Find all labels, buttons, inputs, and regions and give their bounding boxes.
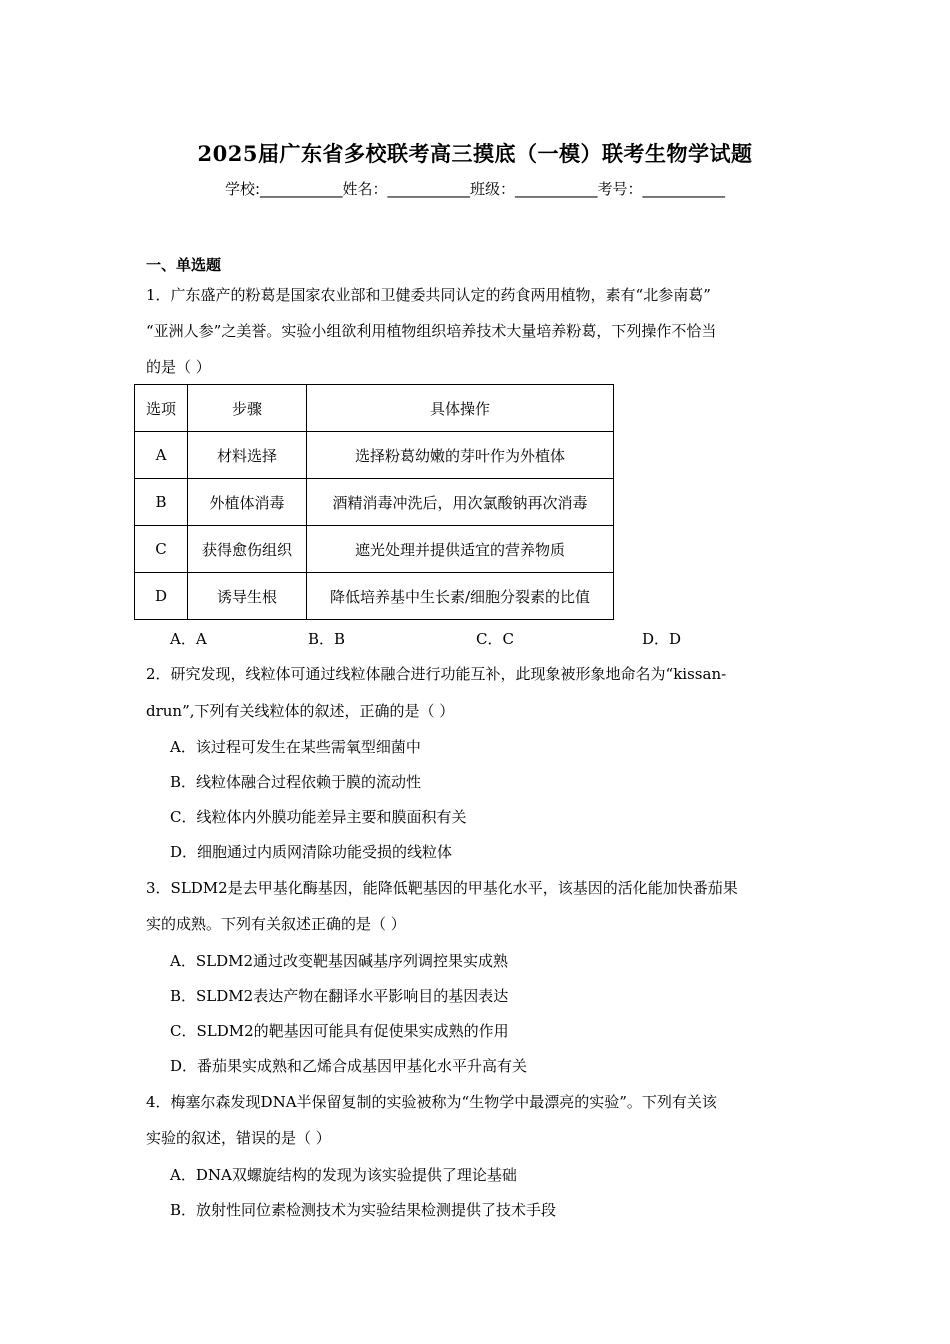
table-cell: 酒精消毒冲洗后，用次氯酸钠再次消毒 bbox=[307, 479, 614, 526]
q1-table bbox=[134, 384, 614, 620]
table-cell: 外植体消毒 bbox=[188, 479, 307, 526]
q4-line-2: 实验的叙述，错误的是（ ） bbox=[146, 1129, 331, 1147]
table-cell: 遮光处理并提供适宜的营养物质 bbox=[307, 526, 614, 573]
q1-option-d: D．D bbox=[642, 630, 682, 648]
table-cell: C bbox=[135, 526, 188, 573]
table-cell: 降低培养基中生长素/细胞分裂素的比值 bbox=[307, 573, 614, 620]
q1-line-2: “亚洲人参”之美誉。实验小组欲利用植物组织培养技术大量培养粉葛，下列操作不恰当 bbox=[146, 322, 717, 340]
table-cell: 选择粉葛幼嫩的芽叶作为外植体 bbox=[307, 432, 614, 479]
table-cell: D bbox=[135, 573, 188, 620]
q3-line-1: 3．SLDM2是去甲基化酶基因，能降低靶基因的甲基化水平，该基因的活化能加快番茄果 bbox=[146, 879, 738, 897]
q1-line-1: 1．广东盛产的粉葛是国家农业部和卫健委共同认定的药食两用植物，素有“北参南葛” bbox=[146, 286, 711, 304]
q2-option-d: D．细胞通过内质网清除功能受损的线粒体 bbox=[170, 843, 453, 861]
q2-option-b: B．线粒体融合过程依赖于膜的流动性 bbox=[170, 773, 422, 791]
table-cell: 获得愈伤组织 bbox=[188, 526, 307, 573]
q3-option-d: D．番茄果实成熟和乙烯合成基因甲基化水平升高有关 bbox=[170, 1057, 528, 1075]
table-cell: A bbox=[135, 432, 188, 479]
q1-option-c: C．C bbox=[476, 630, 514, 648]
table-row bbox=[135, 526, 614, 573]
q3-line-2: 实的成熟。下列有关叙述正确的是（ ） bbox=[146, 915, 406, 933]
table-header-cell: 步骤 bbox=[188, 385, 307, 432]
q3-option-b: B．SLDM2表达产物在翻译水平影响目的基因表达 bbox=[170, 987, 509, 1005]
q4-option-b: B．放射性同位素检测技术为实验结果检测提供了技术手段 bbox=[170, 1201, 557, 1219]
section-heading: 一、单选题 bbox=[146, 256, 222, 274]
q2-line-1: 2．研究发现，线粒体可通过线粒体融合进行功能互补，此现象被形象地命名为“kissan- bbox=[146, 665, 727, 683]
q1-option-b: B．B bbox=[308, 630, 346, 648]
q1-line-3: 的是（ ） bbox=[146, 358, 211, 376]
student-info-line: 学校:___________姓名：___________班级：___________考号：___________ bbox=[224, 180, 726, 198]
table-header-cell: 具体操作 bbox=[307, 385, 614, 432]
table-cell: 材料选择 bbox=[188, 432, 307, 479]
q1-option-a: A．A bbox=[170, 630, 207, 648]
q4-option-a: A．DNA双螺旋结构的发现为该实验提供了理论基础 bbox=[170, 1166, 517, 1184]
q3-option-c: C．SLDM2的靶基因可能具有促使果实成熟的作用 bbox=[170, 1022, 509, 1040]
q2-option-c: C．线粒体内外膜功能差异主要和膜面积有关 bbox=[170, 808, 467, 826]
exam-title: 2025届广东省多校联考高三摸底（一模）联考生物学试题 bbox=[197, 141, 753, 166]
table-header-row bbox=[135, 385, 614, 432]
table-header-cell: 选项 bbox=[135, 385, 188, 432]
q2-option-a: A．该过程可发生在某些需氧型细菌中 bbox=[170, 738, 421, 756]
table-cell: 诱导生根 bbox=[188, 573, 307, 620]
q2-line-2: drun”,下列有关线粒体的叙述，正确的是（ ） bbox=[146, 702, 455, 720]
q4-line-1: 4．梅塞尔森发现DNA半保留复制的实验被称为“生物学中最漂亮的实验”。下列有关该 bbox=[146, 1093, 717, 1111]
table-row bbox=[135, 479, 614, 526]
table-row bbox=[135, 573, 614, 620]
table-row bbox=[135, 432, 614, 479]
table-cell: B bbox=[135, 479, 188, 526]
q3-option-a: A．SLDM2通过改变靶基因碱基序列调控果实成熟 bbox=[170, 952, 508, 970]
